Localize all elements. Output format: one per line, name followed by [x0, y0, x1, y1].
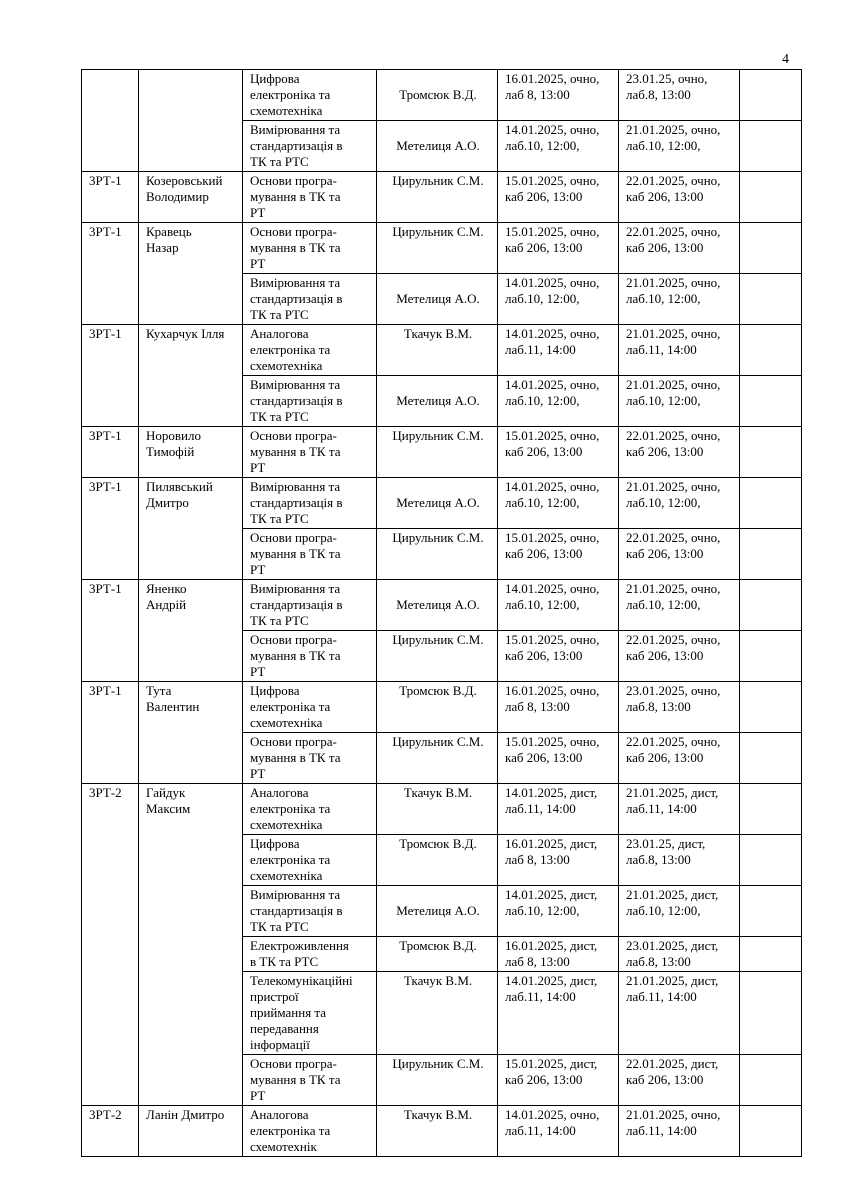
second-date-cell: 22.01.2025, очно, каб 206, 13:00 [619, 631, 740, 682]
empty-cell [740, 682, 802, 733]
teacher-cell: Цирульник С.М. [377, 1055, 498, 1106]
group-cell: 3РТ-1 [82, 427, 139, 478]
subject-cell: Основи програ- мування в ТК та РТ [243, 529, 377, 580]
student-name-cell [139, 70, 243, 172]
teacher-cell: Метелиця А.О. [377, 274, 498, 325]
empty-cell [740, 1106, 802, 1157]
subject-cell: Вимірювання та стандартизація в ТК та РТС [243, 478, 377, 529]
second-date-cell: 23.01.2025, дист, лаб.8, 13:00 [619, 937, 740, 972]
subject-cell: Основи програ- мування в ТК та РТ [243, 1055, 377, 1106]
second-date-cell: 22.01.2025, дист, каб 206, 13:00 [619, 1055, 740, 1106]
teacher-cell: Метелиця А.О. [377, 886, 498, 937]
empty-cell [740, 427, 802, 478]
subject-cell: Вимірювання та стандартизація в ТК та РТС [243, 376, 377, 427]
first-date-cell: 15.01.2025, очно, каб 206, 13:00 [498, 427, 619, 478]
teacher-cell: Метелиця А.О. [377, 580, 498, 631]
first-date-cell: 16.01.2025, очно, лаб 8, 13:00 [498, 682, 619, 733]
teacher-cell: Цирульник С.М. [377, 172, 498, 223]
subject-cell: Аналогова електроніка та схемотехніка [243, 325, 377, 376]
subject-cell: Електроживлення в ТК та РТС [243, 937, 377, 972]
student-name-cell: Гайдук Максим [139, 784, 243, 1106]
second-date-cell: 21.01.2025, дист, лаб.11, 14:00 [619, 972, 740, 1055]
table-row [82, 325, 802, 376]
teacher-cell: Цирульник С.М. [377, 631, 498, 682]
second-date-cell: 21.01.2025, очно, лаб.10, 12:00, [619, 121, 740, 172]
table-row [82, 223, 802, 274]
second-date-cell: 21.01.2025, очно, лаб.10, 12:00, [619, 478, 740, 529]
teacher-cell: Цирульник С.М. [377, 529, 498, 580]
teacher-cell: Цирульник С.М. [377, 427, 498, 478]
empty-cell [740, 121, 802, 172]
teacher-cell: Ткачук В.М. [377, 1106, 498, 1157]
first-date-cell: 14.01.2025, очно, лаб.10, 12:00, [498, 478, 619, 529]
group-cell: 3РТ-1 [82, 682, 139, 784]
table-row [82, 682, 802, 733]
second-date-cell: 23.01.2025, очно, лаб.8, 13:00 [619, 682, 740, 733]
table-row [82, 1106, 802, 1157]
teacher-cell: Метелиця А.О. [377, 121, 498, 172]
group-cell: 3РТ-1 [82, 172, 139, 223]
second-date-cell: 21.01.2025, очно, лаб.11, 14:00 [619, 325, 740, 376]
first-date-cell: 16.01.2025, очно, лаб 8, 13:00 [498, 70, 619, 121]
subject-cell: Цифрова електроніка та схемотехніка [243, 682, 377, 733]
second-date-cell: 21.01.2025, очно, лаб.10, 12:00, [619, 580, 740, 631]
empty-cell [740, 937, 802, 972]
subject-cell: Вимірювання та стандартизація в ТК та РТС [243, 274, 377, 325]
subject-cell: Основи програ- мування в ТК та РТ [243, 631, 377, 682]
teacher-cell: Цирульник С.М. [377, 733, 498, 784]
subject-cell: Цифрова електроніка та схемотехніка [243, 835, 377, 886]
subject-cell: Цифрова електроніка та схемотехніка [243, 70, 377, 121]
table-row [82, 478, 802, 529]
first-date-cell: 14.01.2025, очно, лаб.11, 14:00 [498, 1106, 619, 1157]
teacher-cell: Ткачук В.М. [377, 325, 498, 376]
first-date-cell: 16.01.2025, дист, лаб 8, 13:00 [498, 835, 619, 886]
second-date-cell: 22.01.2025, очно, каб 206, 13:00 [619, 223, 740, 274]
teacher-cell: Цирульник С.М. [377, 223, 498, 274]
student-name-cell: Яненко Андрій [139, 580, 243, 682]
second-date-cell: 23.01.25, дист, лаб.8, 13:00 [619, 835, 740, 886]
teacher-cell: Метелиця А.О. [377, 376, 498, 427]
student-name-cell: Ланін Дмитро [139, 1106, 243, 1157]
group-cell: 3РТ-2 [82, 784, 139, 1106]
student-name-cell: Тута Валентин [139, 682, 243, 784]
first-date-cell: 15.01.2025, очно, каб 206, 13:00 [498, 529, 619, 580]
empty-cell [740, 1055, 802, 1106]
second-date-cell: 22.01.2025, очно, каб 206, 13:00 [619, 172, 740, 223]
subject-cell: Основи програ- мування в ТК та РТ [243, 172, 377, 223]
empty-cell [740, 478, 802, 529]
teacher-cell: Ткачук В.М. [377, 972, 498, 1055]
student-name-cell: Пилявський Дмитро [139, 478, 243, 580]
second-date-cell: 21.01.2025, дист, лаб.10, 12:00, [619, 886, 740, 937]
second-date-cell: 21.01.2025, очно, лаб.10, 12:00, [619, 376, 740, 427]
first-date-cell: 14.01.2025, дист, лаб.11, 14:00 [498, 784, 619, 835]
empty-cell [740, 972, 802, 1055]
empty-cell [740, 631, 802, 682]
empty-cell [740, 784, 802, 835]
second-date-cell: 23.01.25, очно, лаб.8, 13:00 [619, 70, 740, 121]
first-date-cell: 14.01.2025, очно, лаб.10, 12:00, [498, 376, 619, 427]
empty-cell [740, 733, 802, 784]
table-row [82, 580, 802, 631]
first-date-cell: 15.01.2025, очно, каб 206, 13:00 [498, 172, 619, 223]
schedule-body [82, 70, 802, 1157]
second-date-cell: 22.01.2025, очно, каб 206, 13:00 [619, 529, 740, 580]
teacher-cell: Тромсюк В.Д. [377, 835, 498, 886]
first-date-cell: 15.01.2025, очно, каб 206, 13:00 [498, 631, 619, 682]
teacher-cell: Тромсюк В.Д. [377, 70, 498, 121]
subject-cell: Телекомунікаційні пристрої приймання та передавання інформації [243, 972, 377, 1055]
first-date-cell: 14.01.2025, дист, лаб.11, 14:00 [498, 972, 619, 1055]
empty-cell [740, 580, 802, 631]
subject-cell: Основи програ- мування в ТК та РТ [243, 427, 377, 478]
subject-cell: Вимірювання та стандартизація в ТК та РТС [243, 121, 377, 172]
second-date-cell: 21.01.2025, очно, лаб.10, 12:00, [619, 274, 740, 325]
student-name-cell: Кухарчук Ілля [139, 325, 243, 427]
teacher-cell: Метелиця А.О. [377, 478, 498, 529]
first-date-cell: 15.01.2025, очно, каб 206, 13:00 [498, 733, 619, 784]
second-date-cell: 22.01.2025, очно, каб 206, 13:00 [619, 733, 740, 784]
group-cell: 3РТ-1 [82, 325, 139, 427]
first-date-cell: 14.01.2025, очно, лаб.11, 14:00 [498, 325, 619, 376]
group-cell [82, 70, 139, 172]
second-date-cell: 21.01.2025, очно, лаб.11, 14:00 [619, 1106, 740, 1157]
group-cell: 3РТ-2 [82, 1106, 139, 1157]
second-date-cell: 21.01.2025, дист, лаб.11, 14:00 [619, 784, 740, 835]
teacher-cell: Тромсюк В.Д. [377, 937, 498, 972]
empty-cell [740, 886, 802, 937]
teacher-cell: Ткачук В.М. [377, 784, 498, 835]
second-date-cell: 22.01.2025, очно, каб 206, 13:00 [619, 427, 740, 478]
first-date-cell: 16.01.2025, дист, лаб 8, 13:00 [498, 937, 619, 972]
first-date-cell: 15.01.2025, дист, каб 206, 13:00 [498, 1055, 619, 1106]
first-date-cell: 15.01.2025, очно, каб 206, 13:00 [498, 223, 619, 274]
empty-cell [740, 274, 802, 325]
table-row [82, 172, 802, 223]
empty-cell [740, 376, 802, 427]
subject-cell: Основи програ- мування в ТК та РТ [243, 733, 377, 784]
first-date-cell: 14.01.2025, очно, лаб.10, 12:00, [498, 580, 619, 631]
page-number: 4 [782, 52, 789, 67]
student-name-cell: Норовило Тимофій [139, 427, 243, 478]
empty-cell [740, 529, 802, 580]
student-name-cell: Козеровський Володимир [139, 172, 243, 223]
empty-cell [740, 325, 802, 376]
first-date-cell: 14.01.2025, очно, лаб.10, 12:00, [498, 121, 619, 172]
schedule-table [81, 69, 802, 1157]
group-cell: 3РТ-1 [82, 223, 139, 325]
subject-cell: Основи програ- мування в ТК та РТ [243, 223, 377, 274]
empty-cell [740, 223, 802, 274]
subject-cell: Вимірювання та стандартизація в ТК та РТС [243, 886, 377, 937]
table-row [82, 70, 802, 121]
empty-cell [740, 70, 802, 121]
first-date-cell: 14.01.2025, очно, лаб.10, 12:00, [498, 274, 619, 325]
empty-cell [740, 172, 802, 223]
subject-cell: Аналогова електроніка та схемотехнік [243, 1106, 377, 1157]
student-name-cell: Кравець Назар [139, 223, 243, 325]
empty-cell [740, 835, 802, 886]
subject-cell: Аналогова електроніка та схемотехніка [243, 784, 377, 835]
subject-cell: Вимірювання та стандартизація в ТК та РТС [243, 580, 377, 631]
first-date-cell: 14.01.2025, дист, лаб.10, 12:00, [498, 886, 619, 937]
teacher-cell: Тромсюк В.Д. [377, 682, 498, 733]
group-cell: 3РТ-1 [82, 478, 139, 580]
group-cell: 3РТ-1 [82, 580, 139, 682]
table-row [82, 784, 802, 835]
table-row [82, 427, 802, 478]
